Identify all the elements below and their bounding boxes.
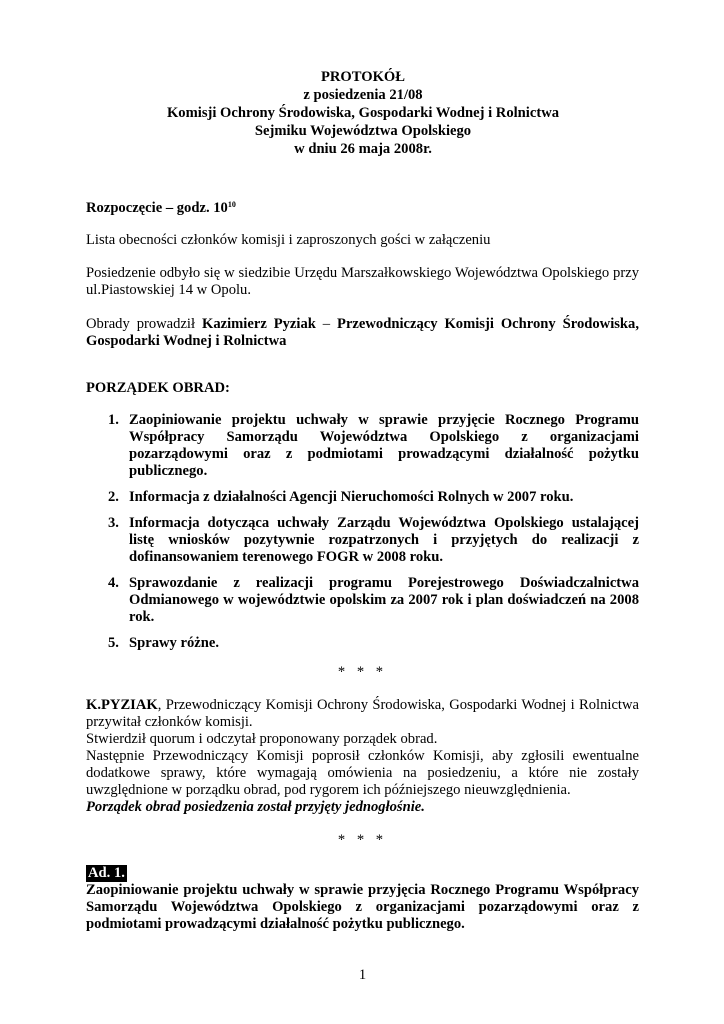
quorum-statement: Stwierdził quorum i odczytał proponowany porządek obrad. — [86, 731, 438, 747]
start-time-minutes: 10 — [227, 200, 236, 209]
section-separator: * * * — [337, 664, 388, 680]
ad1-title: Zaopiniowanie projektu uchwały w sprawie przyjęcia Rocznego Programu Współpracy Samorządu Województwa Opolskiego z organizacjami pozarządowymi oraz z podmiotami prowadzącymi działalność pożytku publicznego. — [86, 882, 639, 932]
agenda-item-number: 3. — [108, 515, 119, 531]
agenda-item-number: 5. — [108, 635, 119, 651]
opening-greeting — [86, 697, 639, 731]
opening-section — [86, 697, 639, 816]
agenda-item — [108, 515, 639, 566]
chair-paragraph — [86, 316, 639, 350]
page-number: 1 — [358, 967, 367, 983]
additional-matters-request: Następnie Przewodniczący Komisji poprosił członków Komisji, aby zgłosili ewentualne dodatkowe sprawy, które wymagają omówienia na posiedzeniu, a które nie zostały uwzględnione w porządku obrad, pod rygorem ich późniejszego nieuwzględnienia. — [86, 748, 639, 798]
start-time-label: Rozpoczęcie – godz. 10 — [86, 200, 228, 216]
agenda-list — [108, 412, 639, 652]
speaker-name: K.PYZIAK — [86, 697, 158, 713]
agenda-item — [108, 635, 639, 652]
session-date: w dniu 26 maja 2008r. — [294, 141, 432, 157]
assembly-name: Sejmiku Województwa Opolskiego — [254, 123, 472, 139]
section-separator: * * * — [337, 832, 388, 848]
agenda-item-number: 1. — [108, 412, 119, 428]
document-title: PROTOKÓŁ — [320, 69, 406, 85]
speaker-role: , Przewodniczący Komisji Ochrony Środowiska, Gospodarki Wodnej i Rolnictwa przywitał członków komisji. — [86, 697, 639, 730]
start-time — [86, 200, 639, 217]
agenda-item-text: Sprawy różne. — [129, 635, 219, 651]
attendance-note: Lista obecności członków komisji i zaproszonych gości w załączeniu — [86, 232, 491, 248]
ad1-badge: Ad. 1. — [88, 865, 125, 881]
location-paragraph: Posiedzenie odbyło się w siedzibie Urzędu Marszałkowskiego Województwa Opolskiego przy ul.Piastowskiej 14 w Opolu. — [86, 265, 639, 298]
agenda-item-text: Informacja z działalności Agencji Nieruchomości Rolnych w 2007 roku. — [129, 489, 574, 505]
agenda-heading: PORZĄDEK OBRAD: — [86, 380, 230, 396]
agenda-item-text: Sprawozdanie z realizacji programu Porejestrowego Doświadczalnictwa Odmianowego w województwie opolskim za 2007 rok i plan doświadczeń na 2008 rok. — [129, 575, 639, 625]
document-header — [86, 68, 640, 158]
session-number: z posiedzenia 21/08 — [303, 87, 423, 103]
agenda-item-text: Informacja dotycząca uchwały Zarządu Województwa Opolskiego ustalającej listę wniosków pozytywnie rozpatrzonych i przyjętych do realizacji z dofinansowaniem terenowego FOGR w 2008 roku. — [129, 515, 639, 565]
ad1-section — [86, 865, 639, 933]
agenda-item-text: Zaopiniowanie projektu uchwały w sprawie przyjęcie Rocznego Programu Współpracy Samorządu Województwa Opolskiego z organizacjami pozarządowymi oraz z podmiotami prowadzącymi działalność pożytku publicznego. — [129, 412, 639, 479]
agenda-item-number: 4. — [108, 575, 119, 591]
chair-role: Przewodniczący Komisji Ochrony Środowiska, Gospodarki Wodnej i Rolnictwa — [86, 316, 639, 349]
chair-dash: – — [315, 316, 338, 332]
agenda-item — [108, 575, 639, 626]
agenda-item — [108, 489, 639, 506]
agenda-item-number: 2. — [108, 489, 119, 505]
commission-name: Komisji Ochrony Środowiska, Gospodarki Wodnej i Rolnictwa — [166, 105, 560, 121]
chair-prefix: Obrady prowadził — [86, 316, 202, 332]
chair-name: Kazimierz Pyziak — [201, 316, 316, 332]
agenda-adopted: Porządek obrad posiedzenia został przyjęty jednogłośnie. — [86, 799, 425, 815]
agenda-item — [108, 412, 639, 480]
